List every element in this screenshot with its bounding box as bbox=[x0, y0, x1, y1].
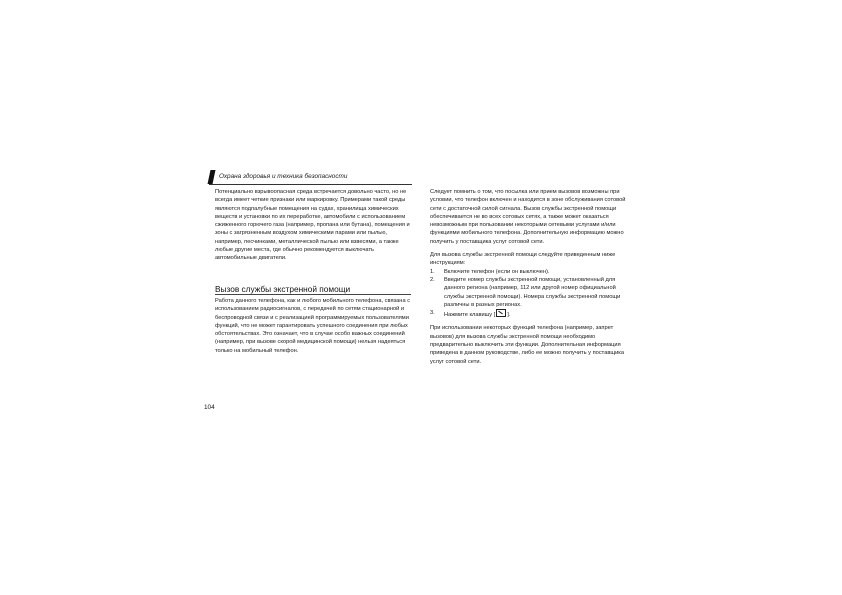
right-paragraph-3: При использовании некоторых функций телефона (например, запрет вызовов) для вызова службы экстренной помощи необходимо предварительно выключить эти функции. Дополнительная информация приведена в данном руководстве, либо ее можно получить у поставщика услуг сотовой сети. bbox=[430, 325, 625, 365]
list-text: Включите телефон (если он выключен). bbox=[444, 268, 550, 275]
section-divider bbox=[215, 294, 411, 295]
left-column-top bbox=[215, 188, 415, 263]
list-number: 2. bbox=[430, 276, 435, 283]
list-item bbox=[430, 309, 630, 319]
header-marker bbox=[208, 170, 216, 184]
right-column bbox=[430, 188, 630, 366]
instruction-list bbox=[430, 268, 630, 320]
left-paragraph-2: Работа данного телефона, как и любого мобильного телефона, связана с использованием радиосигналов, с передачей по сетям стационарной и беспроводной связи и с реализацией программируемых пользователями функций, что не может гарантировать успешного соединения при любых обстоятельствах. Это означает, что в случае особо важных соединений (например, при вызове скорой медицинской помощи) нельзя надеяться только на мобильный телефон. bbox=[215, 298, 411, 354]
list-item bbox=[430, 276, 630, 309]
section-title: Вызов службы экстренной помощи bbox=[215, 284, 351, 294]
right-paragraph-1: Следует помнить о том, что посылка или прием вызовов возможны при условии, что телефон включен и находится в зоне обслуживания сотовой сети с достаточной силой сигнала. Вызов службы экстренной помощи обеспечивается не во всех сотовых сетях, а также может оказаться невозможным при пользовании некоторыми сетевыми услугами и/или функциями мобильного телефона. Дополнительную информацию можно получить у поставщика услуг сотовой сети. bbox=[430, 189, 626, 245]
list-text: Введите номер службы экстренной помощи, установленный для данного региона (например, 112 или другой номер официальной службы экстренной помощи). Номера службы экстренной помощи различны в разных регионах. bbox=[444, 276, 621, 308]
list-text-before: Нажмите клавишу [ bbox=[444, 312, 496, 319]
list-number: 3. bbox=[430, 310, 435, 317]
running-header-title: Охрана здоровья и техника безопасности bbox=[219, 173, 348, 180]
list-text-after: ]. bbox=[507, 312, 511, 319]
left-paragraph-1: Потенциально взрывоопасная среда встречается довольно часто, но не всегда имеет четкие признаки или маркировку. Примерами такой среды являются подпалубные помещения на судах, хранилища химических веществ и установки по их переработке, автомобили с использованием сжиженного горючего газа (например, пропана или бутана), помещения и зоны с загрязненным воздухом химическими парами или пылью, например, песчинками, металлической пылью или взвесями, а также любые другие места, где обычно рекомендуется выключать автомобильные двигатели. bbox=[215, 189, 410, 262]
right-paragraph-2: Для вызова службы экстренной помощи следуйте приведенным ниже инструкциям: bbox=[430, 252, 616, 267]
call-key-icon bbox=[496, 309, 506, 317]
list-number: 1. bbox=[430, 268, 435, 275]
left-column-bottom bbox=[215, 297, 413, 355]
page-number: 104 bbox=[204, 404, 215, 411]
header-divider bbox=[209, 184, 412, 185]
list-item bbox=[430, 268, 630, 276]
